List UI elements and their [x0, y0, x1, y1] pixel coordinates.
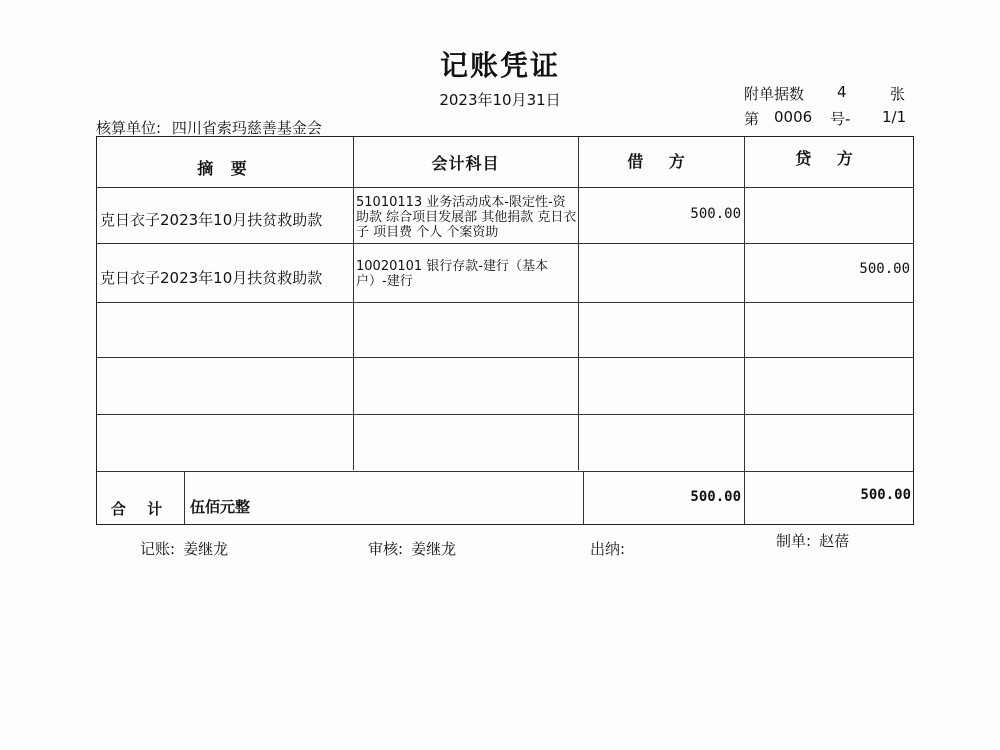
row2-credit: 500.00: [859, 261, 910, 277]
row1-subject: 51010113 业务活动成本-限定性-资助款 综合项目发展部 其他捐款 克日衣子 项目费 个人 个案资助: [356, 195, 577, 240]
header-summary: 摘 要: [197, 159, 253, 178]
row1-debit: 500.00: [690, 206, 741, 222]
no-suffix: 号-: [830, 110, 851, 128]
no-value: 0006: [774, 108, 813, 126]
cashier-signature: [590, 538, 633, 559]
bookkeeper-signature: [140, 538, 228, 559]
preparer-signature: [776, 530, 849, 551]
header-credit: 贷 方: [795, 149, 863, 168]
voucher-date: 2023年10月31日: [439, 91, 561, 109]
header-subject: 会计科目: [431, 154, 500, 173]
no-prefix: 第: [744, 110, 760, 128]
unit-label: 核算单位:: [96, 119, 162, 137]
voucher-table: [96, 136, 914, 525]
row2-subject: 10020101 银行存款-建行（基本户）-建行: [356, 259, 548, 289]
total-in-words: 伍佰元整: [190, 498, 251, 516]
preparer-name: 赵蓓: [819, 532, 850, 550]
reviewer-name: 姜继龙: [411, 540, 457, 558]
attach-label: 附单据数: [744, 85, 805, 103]
unit-name: 四川省索玛慈善基金会: [171, 119, 322, 137]
accounting-unit: [96, 117, 322, 138]
total-credit: 500.00: [860, 487, 911, 503]
page-number: 1/1: [882, 108, 907, 126]
cashier-label: 出纳:: [590, 540, 626, 558]
reviewer-signature: [368, 538, 456, 559]
reviewer-label: 审核:: [368, 540, 404, 558]
attach-unit: 张: [890, 85, 906, 103]
header-debit: 借 方: [627, 152, 695, 171]
row2-summary: 克日衣子2023年10月扶贫救助款: [100, 269, 323, 287]
voucher-title: 记账凭证: [439, 49, 560, 82]
total-debit: 500.00: [690, 489, 741, 505]
row1-summary: 克日衣子2023年10月扶贫救助款: [100, 211, 323, 229]
attach-count: 4: [837, 83, 847, 101]
bookkeeper-label: 记账:: [140, 540, 176, 558]
bookkeeper-name: 姜继龙: [183, 540, 229, 558]
preparer-label: 制单:: [776, 532, 812, 550]
total-label: 合 计: [110, 500, 171, 518]
